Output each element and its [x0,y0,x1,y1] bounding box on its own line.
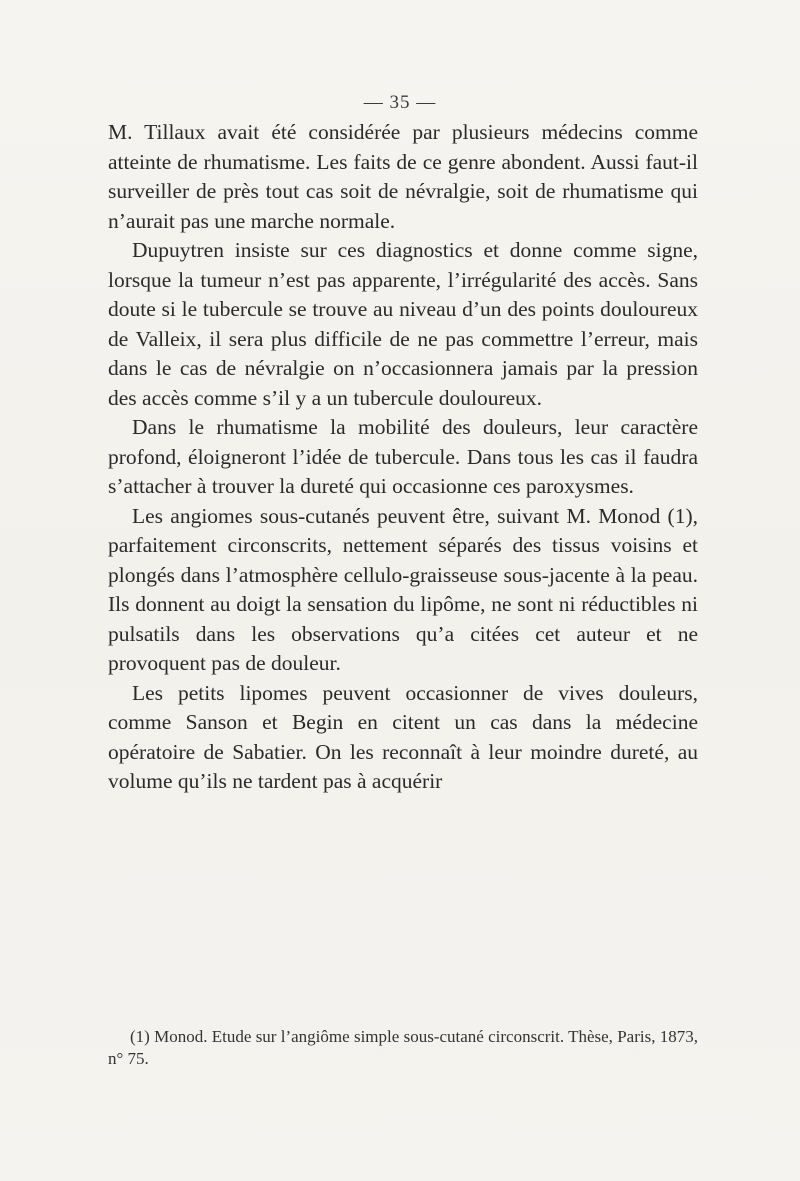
paragraph-2: Dupuytren insiste sur ces diagnostics et donne comme signe, lorsque la tumeur n’est pas apparente, l’irrégularité des accès. Sans doute si le tubercule se trouve au niveau d’un des points douloureux de Valleix, il sera plus difficile de ne pas commettre l’erreur, mais dans le cas de névralgie on n’occasionnera jamais par la pression des accès comme s’il y a un tubercule douloureux. [108,238,698,410]
paragraph-1: M. Tillaux avait été considérée par plusieurs médecins comme atteinte de rhumatisme. Les faits de ce genre abondent. Aussi faut-il surveiller de près tout cas soit de névralgie, soit de rhumatisme qui n’aurait pas une marche normale. [108,120,698,233]
paragraph-3: Dans le rhumatisme la mobilité des douleurs, leur caractère profond, éloigneront l’idée de tubercule. Dans tous les cas il faudra s’attacher à trouver la dureté qui occasionne ces paroxysmes. [108,415,698,498]
footnote-1: (1) Monod. Etude sur l’angiôme simple sous-cutané circonscrit. Thèse, Paris, 1873, n° 75. [108,1027,698,1068]
body-text [108,118,698,797]
footnotes [108,1026,698,1070]
page-number: — 35 — [363,92,437,113]
paragraph-5: Les petits lipomes peuvent occasionner de vives douleurs, comme Sanson et Begin en citent un cas dans la médecine opératoire de Sabatier. On les reconnaît à leur moindre dureté, au volume qu’ils ne tardent pas à acquérir [108,680,698,793]
paragraph-4: Les angiomes sous-cutanés peuvent être, suivant M. Monod (1), parfaitement circonscrits, nettement séparés des tissus voisins et plongés dans l’atmosphère cellulo-graisseuse sous-jacente à la peau. Ils donnent au doigt la sensation du lipôme, ne sont ni réductibles ni pulsatils dans les observations qu’a citées cet auteur et ne provoquent pas de douleur. [108,503,698,675]
